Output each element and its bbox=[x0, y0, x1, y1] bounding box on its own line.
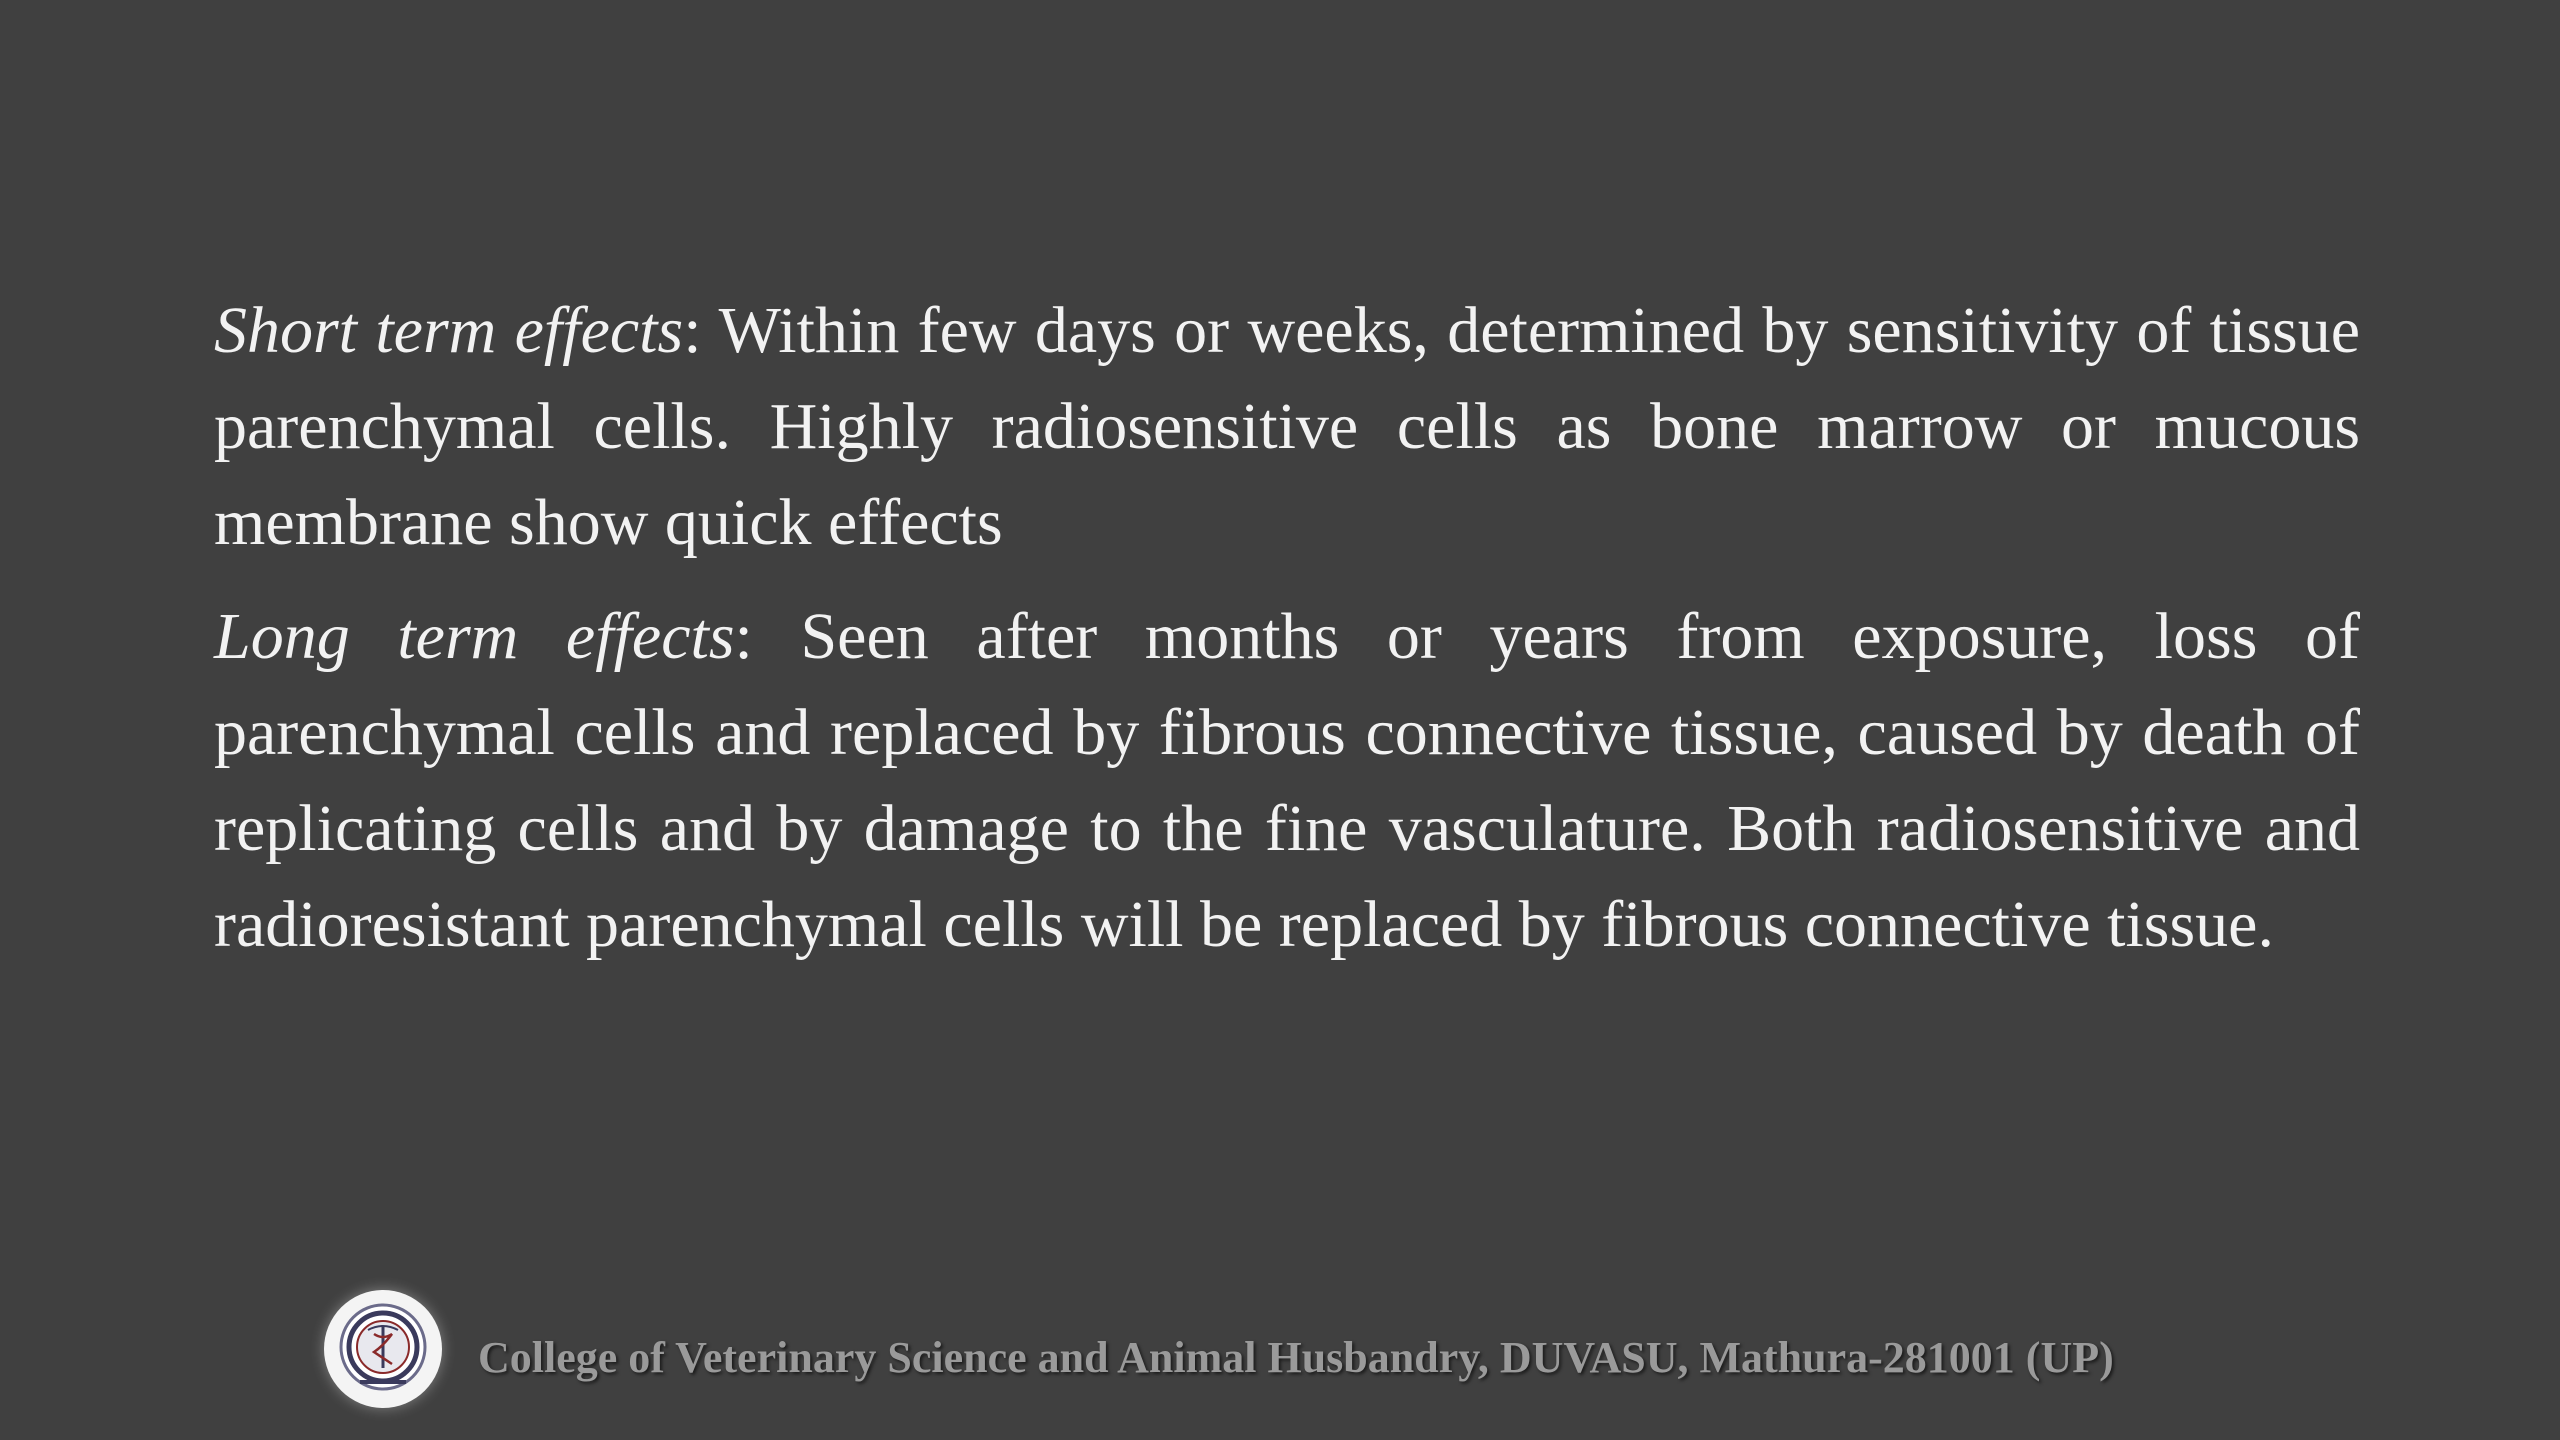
footer bbox=[324, 1290, 2324, 1410]
short-term-label: Short term effects bbox=[214, 294, 684, 367]
institution-name: College of Veterinary Science and Animal Husbandry, DUVASU, Mathura-281001 (UP) bbox=[478, 1333, 2114, 1382]
university-seal-icon bbox=[324, 1290, 442, 1408]
slide-body bbox=[214, 283, 2360, 991]
paragraph-long-term bbox=[214, 589, 2360, 973]
long-term-label: Long term effects bbox=[214, 600, 735, 673]
paragraph-short-term bbox=[214, 283, 2360, 571]
short-term-text: : Within few days or weeks, determined by sensitivity of tissue parenchymal cells. Highly radiosensitive cells as bone marrow or mucous membrane show quick effects bbox=[214, 294, 2360, 559]
long-term-text: : Seen after months or years from exposure, loss of parenchymal cells and replaced by fibrous connective tissue, caused by death of replicating cells and by damage to the fine vasculature. Both radiosensitive and radioresistant parenchymal cells will be replaced by fibrous connective tissue. bbox=[214, 600, 2360, 961]
